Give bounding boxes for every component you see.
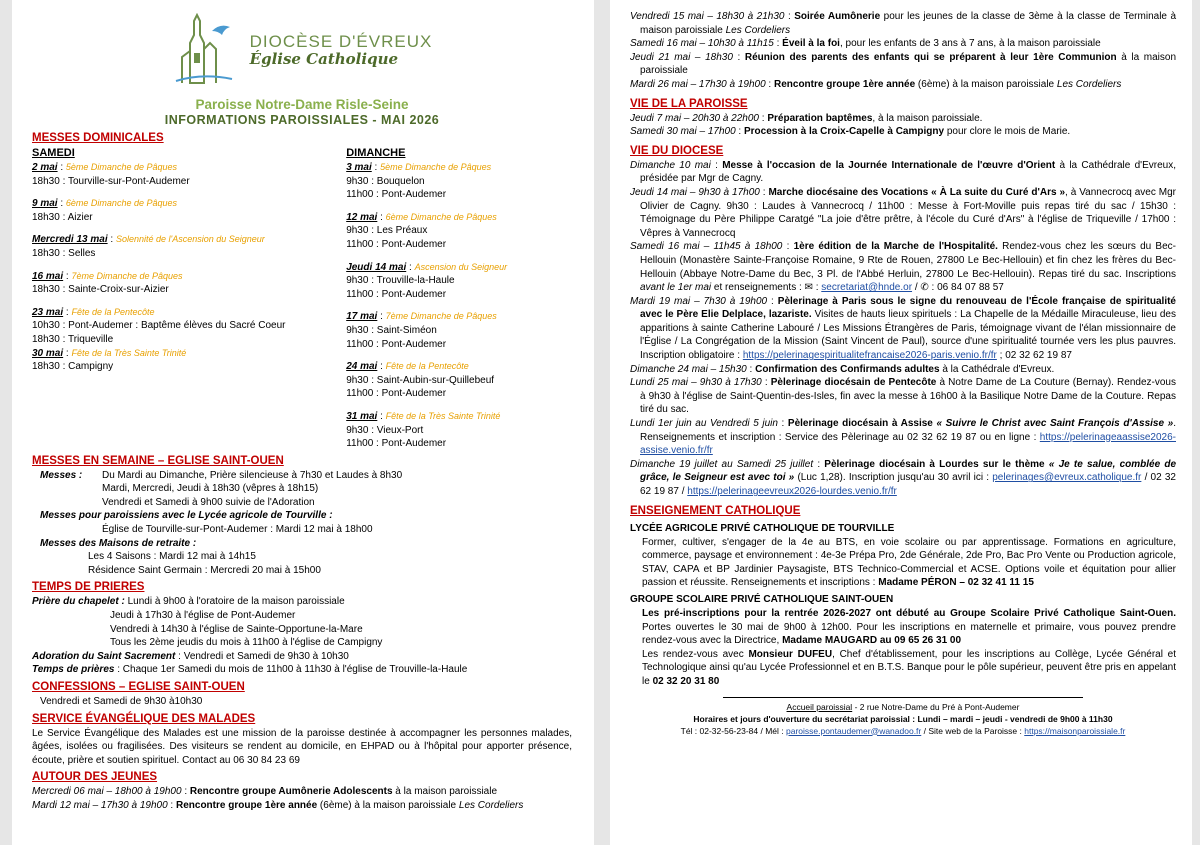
spacer: [346, 202, 572, 211]
dimanche-mass-line: 9h30 : Trouville-la-Haule: [346, 275, 455, 287]
paris-pilgrimage-link[interactable]: https://pelerinagespiritualitefrancaise2026-paris.venio.fr/fr: [742, 350, 997, 362]
messes-label: Messes: [40, 469, 77, 481]
spacer: [32, 261, 346, 270]
diocese-event-7: Lundi 1er juin au Vendredi 5 juin : Pèlerinage diocésain à Assise « Suivre le Christ avec Saint François d'Assise ». Renseignements et inscription : Service des Pèlerinage au 02 32 62 19 87 ou en ligne : https://pelerinageaassise2026-assise.venio.fr/fr: [630, 418, 1176, 457]
jeunes-event-6: Mardi 26 mai – 17h30 à 19h00 : Rencontre groupe 1ère année (6ème) à la maison paroissiale Les Cordeliers: [630, 78, 1122, 90]
dimanche-mass-line: 11h00 : Pont-Audemer: [346, 438, 447, 450]
lycee-text: Former, cultiver, s'engager de la 4e au BTS, en voie scolaire ou par apprentissage. Formations en agriculture, commerce, paysage et environnement : 4e-3e Prépa Pro, 2de Générale, 2de Pro, Bac Pro Vente ou Production agricole, STAV, CAPA et BP Jardinier Paysagiste, BTS Technico-Commercial et ACSE. Options voile et équitation pour allier passion et réussite. Renseignements et inscriptions : Madame PÉRON – 02 32 41 11 15: [642, 536, 1176, 589]
footer: Accueil paroissial - 2 rue Notre-Dame du Pré à Pont-Audemer Horaires et jours d'ouverture du secrétariat paroissial : Lundi – mardi – jeudi - vendredi de 9h00 à 11h30 Tél : 02-32-56-23-84 / Mél : paroisse.pontaudemer@wanadoo.fr / Site web de la Paroisse : https://maisonparoissiale.fr: [630, 697, 1176, 737]
spacer: [346, 252, 572, 261]
retraite-line-1: Les 4 Saisons : Mardi 12 mai à 14h15: [88, 551, 256, 563]
section-vie-paroisse: VIE DE LA PAROISSE: [630, 97, 748, 110]
samedi-feast: 6ème Dimanche de Pâques: [65, 198, 177, 209]
chapelet-line-3: Vendredi à 14h30 à l'église de Sainte-Opportune-la-Mare: [110, 623, 363, 635]
diocese-event-6: Lundi 25 mai – 9h30 à 17h30 : Pèlerinage diocésain de Pentecôte à Notre Dame de La Couture (Bernay). Rendez-vous à 9h30 à l'église de Saint-Quentin-des-Isles, fin avec la messe à 16h00 à la Basilique Notre Dame de la Couture. Repas tiré du sac.: [630, 377, 1176, 416]
dimanche-mass-line: 11h00 : Pont-Audemer: [346, 238, 447, 250]
separator: :: [107, 234, 116, 246]
samedi-feast: Fête de la Très Sainte Trinité: [71, 347, 187, 358]
dimanche-mass-line: 9h30 : Bouquelon: [346, 175, 425, 187]
samedi-date-line: [32, 197, 346, 211]
dimanche-mass-line: 11h00 : Pont-Audemer: [346, 189, 447, 201]
samedi-feast: Fête de la Pentecôte: [71, 306, 155, 317]
samedi-feast: 7ème Dimanche de Pâques: [71, 270, 183, 281]
spacer: [32, 297, 346, 306]
adoration-label: Adoration du Saint Sacrement: [32, 650, 176, 662]
samedi-mass-line: 18h30 : Triqueville: [32, 333, 114, 345]
dimanche-feast: Ascension du Seigneur: [414, 261, 508, 272]
samedi-date: 23 mai: [32, 306, 64, 318]
dimanche-date-line: [346, 360, 572, 374]
parish-name: Paroisse Notre-Dame Risle-Seine: [195, 97, 409, 112]
paroisse-website-link[interactable]: https://maisonparoissiale.fr: [1024, 725, 1126, 736]
dimanche-mass-line: 9h30 : Les Préaux: [346, 225, 428, 237]
spacer: [346, 351, 572, 360]
accueil-label: Accueil paroissial: [786, 701, 853, 712]
paroisse-event-1: Jeudi 7 mai – 20h30 à 22h00 : Préparation baptêmes, à la maison paroissiale.: [630, 112, 983, 124]
dimanche-date-line: [346, 261, 572, 275]
samedi-date: 16 mai: [32, 270, 64, 282]
section-jeunes: AUTOUR DES JEUNES: [32, 771, 158, 784]
lourdes-pilgrimage-link[interactable]: https://pelerinageevreux2026-lourdes.venio.fr/fr: [687, 486, 897, 497]
spacer: [346, 401, 572, 410]
dimanche-column: [346, 146, 572, 451]
diocese-name: DIOCÈSE D'ÉVREUX: [249, 32, 433, 52]
samedi-date-line: [32, 270, 346, 284]
dimanche-mass-line: 11h00 : Pont-Audemer: [346, 338, 447, 350]
samedi-heading: SAMEDI: [32, 147, 75, 159]
messes-dominicales-columns: [32, 146, 572, 451]
lycee-line: Église de Tourville-sur-Pont-Audemer : Mardi 12 mai à 18h00: [102, 524, 373, 536]
separator: :: [377, 311, 386, 323]
diocese-event-1: Dimanche 10 mai : Messe à l'occasion de la Journée Internationale de l'œuvre d'Orient à la Cathédrale d'Evreux, présidée par Mgr de Cagny.: [630, 159, 1176, 185]
lycee-label: Messes pour paroissiens avec le Lycée agricole de Tourville: [40, 510, 327, 522]
separator: :: [63, 270, 72, 282]
samedi-date: Mercredi 13 mai: [32, 234, 108, 246]
section-malades: SERVICE ÉVANGÉLIQUE DES MALADES: [32, 712, 256, 725]
samedi-mass-line: 18h30 : Tourville-sur-Pont-Audemer: [32, 175, 190, 187]
samedi-feast: Solennité de l'Ascension du Seigneur: [115, 234, 265, 245]
dimanche-feast: 7ème Dimanche de Pâques: [385, 311, 497, 322]
dimanche-heading: DIMANCHE: [346, 147, 406, 159]
groupe-text-2: Les rendez-vous avec Monsieur DUFEU, Chef d'établissement, pour les inscriptions au Collège, Lycée Général et Technologique ainsi qu'au Lycée Professionnel et en B.T.S. Banque pour le pôle supérieur, peuvent être pris en appelant le 02 32 20 31 80: [642, 648, 1177, 687]
dimanche-list: [346, 161, 572, 451]
malades-text: Le Service Évangélique des Malades est une mission de la paroisse destinée à accompagner les personnes malades, âgées, isolées ou fragilisées. Des visiteurs se rendent au domicile, en EHPAD ou à l'hôpital pour apporter présence, écoute, prière et soutien spirituel. Contact au 06 30 84 23 69: [32, 727, 572, 766]
semaine-block: Messes : Du Mardi au Dimanche, Prière silencieuse à 7h30 et Laudes à 8h30 Mardi, Mercredi, Jeudi à 18h30 (vêpres à 18h15) Vendredi et Samedi à 9h00 suivie de l'Adoration Messes pour paroissiens avec le Lycée agricole de Tourville : Église de Tourville-sur-Pont-Audemer : Mardi 12 mai à 18h00 Messes des Maisons de retraite : Les 4 Saisons : Mardi 12 mai à 14h15 Résidence Saint Germain : Mercredi 20 mai à 15h00: [32, 469, 572, 578]
dimanche-date-line: [346, 161, 572, 175]
samedi-date-line: [32, 306, 346, 320]
letterhead: [32, 8, 572, 128]
section-messes-semaine: MESSES EN SEMAINE – EGLISE SAINT-OUEN: [32, 454, 284, 467]
samedi-mass-line: 18h30 : Selles: [32, 247, 96, 259]
section-confessions: CONFESSIONS – EGLISE SAINT-OUEN: [32, 681, 245, 693]
phone-icon: ✆: [920, 282, 929, 294]
dimanche-date: 12 mai: [346, 211, 378, 223]
samedi-date: 2 mai: [32, 162, 58, 173]
dimanche-date-line: [346, 310, 572, 324]
diocese-event-5: Dimanche 24 mai – 15h30 : Confirmation des Confirmands adultes à la Cathédrale d'Evreux.: [630, 363, 1055, 375]
samedi-feast: 5ème Dimanche de Pâques: [65, 162, 177, 172]
jeunes-event-3: Vendredi 15 mai – 18h30 à 21h30 : Soirée Aumônerie pour les jeunes de la classe de 3ème à la classe de Terminale à maison paroissiale Les Cordeliers: [630, 11, 1177, 36]
separator: :: [57, 198, 66, 210]
jeunes-event-4: Samedi 16 mai – 10h30 à 11h15 : Éveil à la foi, pour les enfants de 3 ans à 7 ans, à la maison paroissiale: [630, 38, 1101, 50]
temps-label: Temps de prières: [32, 664, 115, 676]
dimanche-mass-line: 9h30 : Saint-Siméon: [346, 324, 437, 336]
footer-divider: [723, 697, 1083, 698]
separator: :: [57, 162, 66, 173]
diocese-subtitle: Église Catholique: [249, 50, 399, 69]
chapelet-line-2: Jeudi à 17h30 à l'église de Pont-Audemer: [110, 610, 296, 622]
page-right: [610, 0, 1192, 845]
groupe-title: GROUPE SCOLAIRE PRIVÉ CATHOLIQUE SAINT-OUEN: [630, 593, 894, 605]
temps-text: : Chaque 1er Samedi du mois de 11h00 à 11h30 à l'église de Trouville-la-Haule: [114, 664, 468, 676]
dimanche-feast: Fête de la Très Sainte Trinité: [385, 410, 501, 421]
dimanche-date: 24 mai: [346, 361, 378, 373]
dimanche-date: 3 mai: [346, 162, 372, 173]
dimanche-date: Jeudi 14 mai: [346, 261, 407, 273]
confessions-text: Vendredi et Samedi de 9h30 à10h30: [40, 696, 203, 707]
separator: :: [377, 410, 386, 422]
samedi-date-line: [32, 161, 346, 175]
section-temps-prieres: TEMPS DE PRIERES: [32, 581, 145, 594]
dimanche-date-line: [346, 410, 572, 424]
samedi-date-line: [32, 347, 346, 361]
dimanche-feast: 6ème Dimanche de Pâques: [385, 211, 497, 222]
separator: :: [377, 361, 386, 373]
footer-hours: Horaires et jours d'ouverture du secrétariat paroissial : Lundi – mardi – jeudi - vendredi de 9h00 à 11h30: [693, 713, 1113, 724]
samedi-date: 9 mai: [32, 198, 58, 210]
samedi-date: 30 mai: [32, 347, 64, 359]
dimanche-date-line: [346, 211, 572, 225]
secretariat-email-link[interactable]: secretariat@hnde.or: [821, 282, 913, 294]
page-title: INFORMATIONS PAROISSIALES - MAI 2026: [164, 113, 440, 127]
dimanche-mass-line: 11h00 : Pont-Audemer: [346, 388, 447, 400]
diocese-event-3: Samedi 16 mai – 11h45 à 18h00 : 1ère édition de la Marche de l'Hospitalité. Rendez-vous chez les sœurs du Bec-Hellouin (Monastère Sainte-Françoise Romaine, 9 Rte de Rouen, 27800 Le Bec-Hellouin) et fin chez les frères du Bec-Hellouin (Abbaye Notre-Dame du Bec, 3 Pl. de l'Abbé Herluin, 27800 Le Bec-Hellouin). Repas tiré du sac. Inscriptions avant le 1er mai et renseignements : ✉ : secretariat@hnde.or / ✆ : 06 84 07 88 57: [630, 241, 1176, 294]
section-messes-dominicales: MESSES DOMINICALES: [32, 132, 164, 144]
spacer: [32, 188, 346, 197]
jeunes-event-2: Mardi 12 mai – 17h30 à 19h00 : Rencontre groupe 1ère année (6ème) à la maison paroissiale Les Cordeliers: [32, 799, 524, 811]
samedi-mass-line: 18h30 : Aizier: [32, 211, 93, 223]
messes-line-1: Du Mardi au Dimanche, Prière silencieuse à 7h30 et Laudes à 8h30: [102, 469, 403, 481]
chapelet-line-4: Tous les 2ème jeudis du mois à 11h00 à l'église de Campigny: [110, 637, 383, 649]
spacer: [32, 224, 346, 233]
jeunes-event-5: Jeudi 21 mai – 18h30 : Réunion des parents des enfants qui se préparent à leur 1ère Communion à la maison paroissiale: [630, 51, 1177, 77]
accueil-address: - 2 rue Notre-Dame du Pré à Pont-Audemer: [852, 701, 1020, 712]
samedi-date-line: [32, 233, 346, 247]
adoration-text: : Vendredi et Samedi de 9h30 à 10h30: [175, 650, 349, 662]
dimanche-mass-line: 11h00 : Pont-Audemer: [346, 288, 447, 300]
groupe-text-1: Les pré-inscriptions pour la rentrée 2026-2027 ont débuté au Groupe Scolaire Privé Catholique Saint-Ouen. Portes ouvertes le 30 mai de 9h00 à 12h00. Pour les inscriptions en maternelle et primaire, vous pouvez prendre rendez-vous avec la Directrice, Madame MAUGARD au 09 65 26 31 00: [642, 607, 1176, 647]
prieres-block: [32, 595, 572, 677]
chapelet-line-1: Lundi à 9h00 à l'oratoire de la maison paroissiale: [124, 596, 345, 608]
dimanche-mass-line: 9h30 : Vieux-Port: [346, 424, 424, 436]
dimanche-date: 31 mai: [346, 410, 378, 422]
assise-pilgrimage-link[interactable]: https://pelerinageaassise2026-assise.venio.fr/fr: [640, 431, 1176, 457]
retraite-label: Messes des Maisons de retraite: [40, 537, 191, 549]
diocese-event-4: Mardi 19 mai – 7h30 à 19h00 : Pèlerinage à Paris sous le signe du renouveau de l'École française de spiritualité avec le Père Elie Delplace, lazariste. Visites de hauts lieux spirituels : La Chapelle de la Médaille Miraculeuse, lieu des apparitions à sainte Catherine Labouré / Les Missions Étrangères de Paris, témoignage vivant de l'élan missionnaire de l'Église / La Congrégation de la Mission (Saint Vincent de Paul), source d'une spiritualité tournée vers les plus pauvres. Inscription obligatoire : https://pelerinagespiritualitefrancaise2026-paris.venio.fr/fr ; 02 32 62 19 87: [630, 295, 1176, 362]
cathedral-dove-logo-icon: [172, 13, 242, 85]
separator: :: [377, 211, 386, 223]
diocese-event-2: Jeudi 14 mai – 9h30 à 17h00 : Marche diocésaine des Vocations « À La suite du Curé d'Ars », à Vannecrocq avec Mgr Olivier de Cagny. 9h30 : Laudes à Vannecrocq / 11h00 : Messe à Fort-Moville puis repas tiré du sac / 15h30 : Témoignage du Père Philippe Caratgé "La joie d'être prêtre, à l'école du Curé d'Ars" à l'église de Triqueville / 17h00 : Vêpres à Vannecrocq: [630, 186, 1177, 239]
samedi-column: [32, 146, 346, 451]
dimanche-feast: 5ème Dimanche de Pâques: [380, 162, 492, 172]
paroisse-email-link[interactable]: paroisse.pontaudemer@wanadoo.fr: [785, 725, 922, 736]
samedi-list: [32, 161, 346, 374]
samedi-mass-line: 10h30 : Pont-Audemer : Baptême élèves du Sacré Coeur: [32, 320, 286, 332]
dimanche-mass-line: 9h30 : Saint-Aubin-sur-Quillebeuf: [346, 374, 495, 386]
pelerinages-email-link[interactable]: pelerinages@evreux.catholique.fr: [992, 472, 1142, 484]
separator: :: [63, 347, 72, 359]
samedi-mass-line: 18h30 : Campigny: [32, 361, 114, 373]
section-vie-diocese: VIE DU DIOCESE: [630, 144, 724, 157]
chapelet-label: Prière du chapelet :: [32, 596, 125, 608]
section-enseignement: ENSEIGNEMENT CATHOLIQUE: [630, 504, 801, 517]
messes-line-3: Vendredi et Samedi à 9h00 suivie de l'Adoration: [102, 496, 315, 508]
paroisse-event-2: Samedi 30 mai – 17h00 : Procession à la Croix-Capelle à Campigny pour clore le mois de Marie.: [630, 126, 1071, 138]
dimanche-date: 17 mai: [346, 311, 378, 323]
diocese-event-8: Dimanche 19 juillet au Samedi 25 juillet : Pèlerinage diocésain à Lourdes sur le thème « Je te salue, comblée de grâce, le Seigneur est avec toi » (Luc 1,28). Inscription jusqu'au 30 avril ici : pelerinages@evreux.catholique.fr / 02 32 62 19 87 / https://pelerinageevreux2026-lourdes.venio.fr/fr: [630, 458, 1177, 497]
spacer: [346, 301, 572, 310]
lycee-title: LYCÉE AGRICOLE PRIVÉ CATHOLIQUE DE TOURVILLE: [630, 522, 895, 534]
separator: :: [371, 162, 381, 173]
retraite-line-2: Résidence Saint Germain : Mercredi 20 mai à 15h00: [88, 564, 321, 576]
separator: :: [406, 261, 415, 273]
page-left: [12, 0, 594, 845]
samedi-mass-line: 18h30 : Sainte-Croix-sur-Aizier: [32, 284, 169, 296]
dimanche-feast: Fête de la Pentecôte: [385, 361, 469, 372]
messes-line-2: Mardi, Mercredi, Jeudi à 18h30 (vêpres à 18h15): [102, 483, 319, 495]
envelope-icon: ✉: [804, 282, 813, 294]
jeunes-event-1: Mercredi 06 mai – 18h00 à 19h00 : Rencontre groupe Aumônerie Adolescents à la maison paroissiale: [32, 786, 498, 798]
separator: :: [63, 306, 72, 318]
